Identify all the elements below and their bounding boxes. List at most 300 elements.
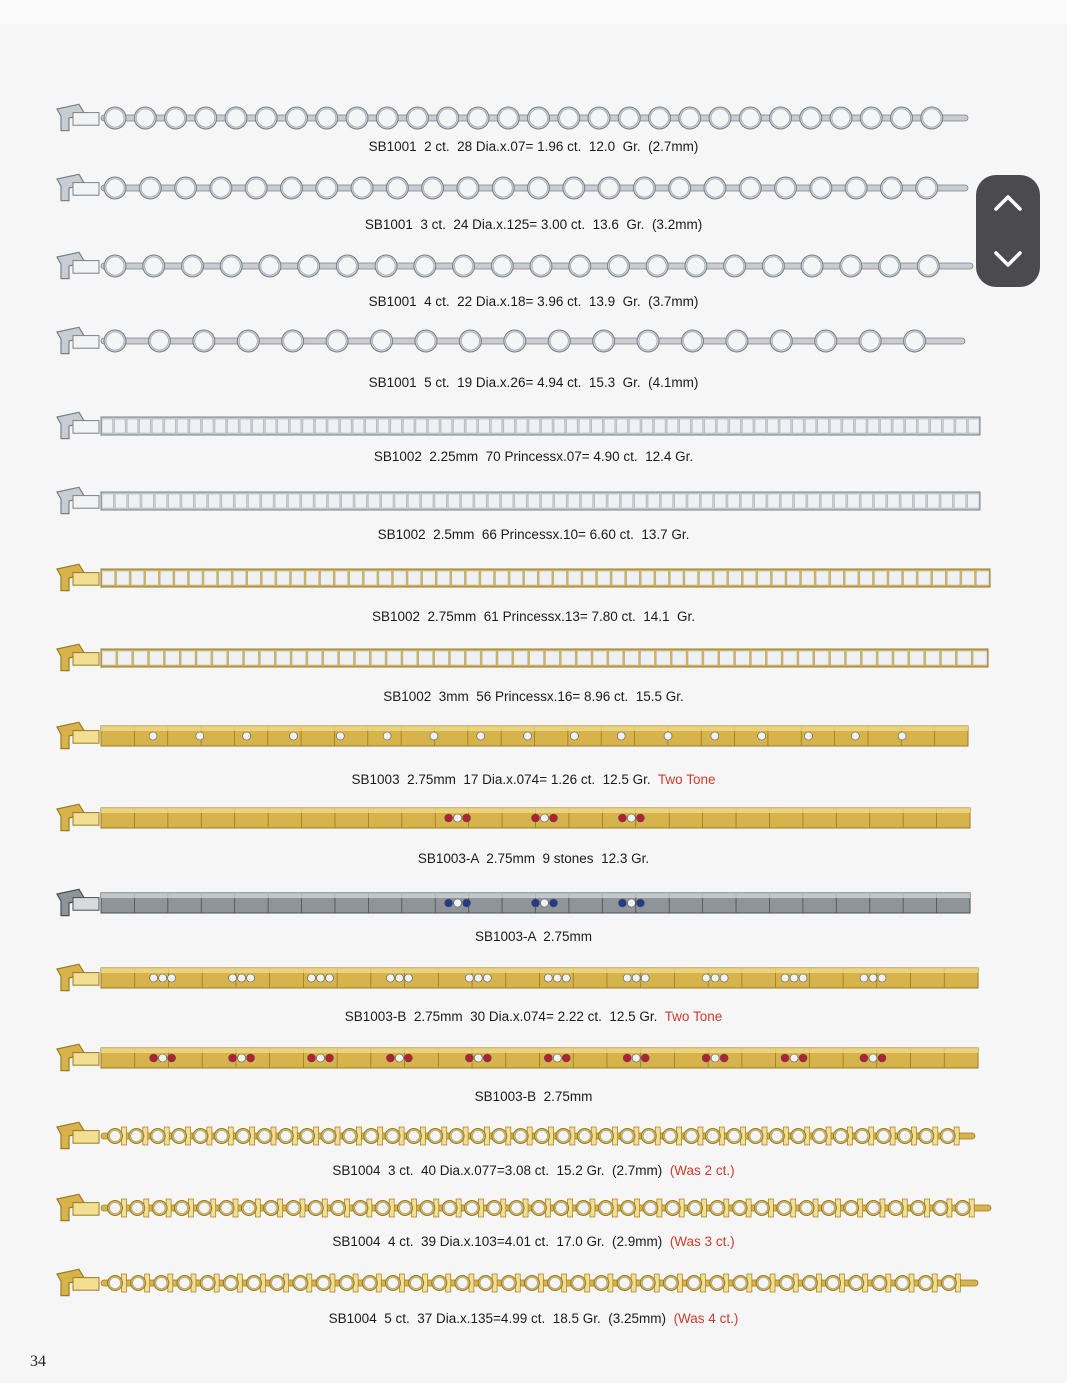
diamond-stone <box>550 332 568 350</box>
diamond-stone <box>642 1278 653 1289</box>
product-caption <box>0 1163 1067 1178</box>
diamond-stone <box>734 1203 745 1214</box>
diamond-stone <box>804 1278 815 1289</box>
princess-stone <box>625 651 639 665</box>
diamond-stone <box>455 257 473 275</box>
diamond-stone <box>152 1131 163 1142</box>
diamond-stone <box>590 109 608 127</box>
diamond-stone <box>257 109 275 127</box>
princess-stone <box>808 494 819 508</box>
princess-stone <box>878 651 892 665</box>
princess-stone <box>672 651 686 665</box>
diamond-stone <box>921 1131 932 1142</box>
gem-stone <box>524 732 532 740</box>
princess-stone <box>843 419 854 433</box>
product-caption <box>0 375 1067 390</box>
diamond-stone <box>280 1131 291 1142</box>
princess-stone <box>846 651 860 665</box>
product-spec: 3 ct. <box>387 1163 414 1178</box>
princess-stone <box>577 651 591 665</box>
diamond-stone <box>596 1278 607 1289</box>
diamond-stone <box>881 257 899 275</box>
product-caption <box>0 217 1067 232</box>
diamond-stone <box>136 109 154 127</box>
diamond-stone <box>639 332 657 350</box>
gem-stone <box>781 974 789 982</box>
diamond-stone <box>373 332 391 350</box>
princess-stone <box>831 651 845 665</box>
diamond-stone <box>106 109 124 127</box>
gem-stone <box>570 732 578 740</box>
gem-stone <box>483 1054 491 1062</box>
product-sku: SB1002 <box>371 609 420 624</box>
princess-stone <box>462 494 473 508</box>
diamond-stone <box>579 1131 590 1142</box>
product-sku: SB1003-A <box>474 929 536 944</box>
gem-stone <box>150 974 158 982</box>
princess-stone <box>448 494 459 508</box>
princess-stone <box>579 419 590 433</box>
diamond-stone <box>683 332 701 350</box>
diamond-stone <box>411 1278 422 1289</box>
product-caption <box>0 294 1067 309</box>
product-spec: 70 Princessx.07= 4.90 ct. <box>485 449 638 464</box>
princess-stone <box>368 494 379 508</box>
product-caption <box>0 1234 1067 1249</box>
diamond-stone <box>828 1278 839 1289</box>
diamond-stone <box>942 1131 953 1142</box>
gem-stone <box>325 974 333 982</box>
diamond-stone <box>772 332 790 350</box>
diamond-stone <box>288 109 306 127</box>
product-spec: 12.5 Gr. <box>609 1009 658 1024</box>
diamond-stone <box>424 179 442 197</box>
diamond-stone <box>711 109 729 127</box>
princess-stone <box>408 494 419 508</box>
princess-stone <box>860 571 873 585</box>
princess-stone <box>751 651 765 665</box>
princess-stone <box>931 419 942 433</box>
princess-stone <box>514 651 528 665</box>
gem-stone <box>404 1054 412 1062</box>
gem-stone <box>711 974 719 982</box>
princess-stone <box>670 571 683 585</box>
princess-stone <box>893 419 904 433</box>
product-spec: 2.75mm <box>543 1089 593 1104</box>
diamond-stone <box>110 1131 121 1142</box>
diamond-stone <box>750 1131 761 1142</box>
princess-stone <box>189 571 202 585</box>
princess-stone <box>730 419 741 433</box>
diamond-stone <box>333 1203 344 1214</box>
clasp-box <box>73 421 99 434</box>
gem-stone <box>636 814 644 822</box>
princess-stone <box>165 651 179 665</box>
diamond-stone <box>318 179 336 197</box>
princess-stone <box>491 419 502 433</box>
princess-stone <box>291 571 304 585</box>
diamond-stone <box>183 257 201 275</box>
diamond-stone <box>133 1278 144 1289</box>
diamond-stone <box>387 1131 398 1142</box>
princess-stone <box>403 419 414 433</box>
product-spec: 4 ct. <box>387 1234 414 1249</box>
diamond-stone <box>472 1131 483 1142</box>
princess-stone <box>150 651 164 665</box>
gem-stone <box>316 974 324 982</box>
product-spec: 2.75mm <box>427 609 477 624</box>
diamond-stone <box>851 1278 862 1289</box>
diamond-stone <box>741 109 759 127</box>
scroll-up-button[interactable] <box>976 175 1040 231</box>
princess-stone <box>906 419 917 433</box>
product-sku: SB1001 <box>368 375 417 390</box>
diamond-stone <box>735 1278 746 1289</box>
gem-stone <box>474 974 482 982</box>
princess-stone <box>475 494 486 508</box>
princess-stone <box>815 651 829 665</box>
diamond-stone <box>600 179 618 197</box>
diamond-stone <box>609 257 627 275</box>
gem-stone <box>386 1054 394 1062</box>
diamond-stone <box>651 109 669 127</box>
diamond-stone <box>216 1131 227 1142</box>
princess-stone <box>755 494 766 508</box>
diamond-stone <box>341 1278 352 1289</box>
princess-stone <box>324 651 338 665</box>
diamond-stone <box>868 1203 879 1214</box>
diamond-stone <box>758 1278 769 1289</box>
princess-stone <box>583 571 596 585</box>
princess-stone <box>542 494 553 508</box>
princess-stone <box>308 651 322 665</box>
gem-stone <box>159 974 167 982</box>
princess-stone <box>315 494 326 508</box>
diamond-stone <box>817 332 835 350</box>
gem-stone <box>149 732 157 740</box>
clasp-box <box>73 1131 99 1144</box>
princess-stone <box>943 419 954 433</box>
product-sku: SB1004 <box>332 1234 381 1249</box>
product-caption <box>0 449 1067 464</box>
product-caption <box>0 609 1067 624</box>
princess-stone <box>498 651 512 665</box>
product-spec: 24 Dia.x.125= 3.00 ct. <box>453 217 586 232</box>
princess-stone <box>169 494 180 508</box>
princess-stone <box>667 419 678 433</box>
diamond-stone <box>620 109 638 127</box>
diamond-stone <box>686 1131 697 1142</box>
product-spec: 5 ct. <box>424 375 450 390</box>
diamond-stone <box>578 1203 589 1214</box>
gem-stone <box>544 974 552 982</box>
diamond-stone <box>272 1278 283 1289</box>
diamond-stone <box>665 1278 676 1289</box>
gem-stone <box>150 1054 158 1062</box>
princess-stone <box>479 419 490 433</box>
princess-stone <box>328 419 339 433</box>
diamond-stone <box>132 1203 143 1214</box>
princess-stone <box>516 419 527 433</box>
diamond-stone <box>493 257 511 275</box>
princess-stone <box>962 571 975 585</box>
gem-stone <box>474 1054 482 1062</box>
princess-stone <box>260 651 274 665</box>
diamond-stone <box>377 1203 388 1214</box>
princess-stone <box>265 419 276 433</box>
gem-stone <box>869 974 877 982</box>
princess-stone <box>131 571 144 585</box>
diamond-stone <box>179 1278 190 1289</box>
princess-stone <box>117 571 130 585</box>
diamond-stone <box>601 1131 612 1142</box>
gem-stone <box>454 899 462 907</box>
diamond-stone <box>506 332 524 350</box>
diamond-stone <box>935 1203 946 1214</box>
princess-stone <box>262 494 273 508</box>
product-spec: 15.5 Gr. <box>635 689 684 704</box>
product-spec: 15.3 Gr. <box>588 375 641 390</box>
princess-stone <box>253 419 264 433</box>
princess-stone <box>482 651 496 665</box>
princess-stone <box>127 419 138 433</box>
princess-stone <box>568 494 579 508</box>
gem-stone <box>395 1054 403 1062</box>
product-sku: SB1003 <box>351 772 400 787</box>
princess-stone <box>115 494 126 508</box>
diamond-stone <box>526 1278 537 1289</box>
diamond-stone <box>503 1278 514 1289</box>
product-caption <box>0 1009 1067 1024</box>
gem-stone <box>247 1054 255 1062</box>
diamond-stone <box>643 1131 654 1142</box>
diamond-stone <box>558 1131 569 1142</box>
gem-stone <box>383 732 391 740</box>
bracelet-image <box>55 1040 990 1076</box>
diamond-stone <box>489 1203 500 1214</box>
clasp-box <box>73 1203 99 1216</box>
princess-stone <box>528 494 539 508</box>
diamond-stone <box>154 1203 165 1214</box>
gem-stone <box>869 1054 877 1062</box>
princess-stone <box>423 571 436 585</box>
princess-stone <box>816 571 829 585</box>
diamond-stone <box>923 109 941 127</box>
princess-stone <box>714 571 727 585</box>
diamond-stone <box>439 109 457 127</box>
princess-stone <box>795 494 806 508</box>
diamond-stone <box>466 1203 477 1214</box>
diamond-stone <box>893 109 911 127</box>
diamond-stone <box>707 1131 718 1142</box>
product-spec: 12.5 Gr. <box>602 772 651 787</box>
gem-stone <box>247 974 255 982</box>
princess-stone <box>918 419 929 433</box>
clasp-box <box>73 573 99 586</box>
diamond-stone <box>803 257 821 275</box>
princess-stone <box>799 651 813 665</box>
princess-stone <box>692 419 703 433</box>
princess-stone <box>276 651 290 665</box>
diamond-stone <box>177 179 195 197</box>
princess-stone <box>655 419 666 433</box>
princess-stone <box>780 419 791 433</box>
scroll-down-button[interactable] <box>976 231 1040 287</box>
diamond-stone <box>835 1131 846 1142</box>
clasp-box <box>73 898 99 911</box>
diamond-stone <box>793 1131 804 1142</box>
diamond-stone <box>645 1203 656 1214</box>
princess-stone <box>848 494 859 508</box>
gem-stone <box>325 1054 333 1062</box>
diamond-stone <box>261 257 279 275</box>
diamond-stone <box>681 109 699 127</box>
princess-stone <box>529 419 540 433</box>
princess-stone <box>918 571 931 585</box>
diamond-stone <box>919 257 937 275</box>
diamond-stone <box>318 1278 329 1289</box>
diamond-stone <box>225 1278 236 1289</box>
product-note: (Was 2 ct.) <box>669 1163 735 1178</box>
bracelet-image <box>55 885 982 921</box>
princess-stone <box>182 494 193 508</box>
princess-stone <box>941 651 955 665</box>
diamond-stone <box>832 109 850 127</box>
gem-stone <box>307 974 315 982</box>
princess-stone <box>868 419 879 433</box>
gem-stone <box>168 974 176 982</box>
gem-stone <box>851 732 859 740</box>
princess-stone <box>845 571 858 585</box>
diamond-stone <box>434 1278 445 1289</box>
bracelet-image <box>55 1190 1003 1226</box>
diamond-stone <box>197 109 215 127</box>
princess-stone <box>736 651 750 665</box>
princess-stone <box>292 651 306 665</box>
princess-stone <box>675 494 686 508</box>
gem-stone <box>627 814 635 822</box>
princess-stone <box>422 494 433 508</box>
diamond-stone <box>459 179 477 197</box>
diamond-stone <box>515 1131 526 1142</box>
princess-stone <box>768 494 779 508</box>
diamond-stone <box>920 1278 931 1289</box>
gem-stone <box>445 814 453 822</box>
diamond-stone <box>202 1278 213 1289</box>
gem-stone <box>790 974 798 982</box>
diamond-stone <box>366 1131 377 1142</box>
product-spec: 2.75mm <box>486 851 535 866</box>
diamond-stone <box>212 179 230 197</box>
diamond-stone <box>882 179 900 197</box>
diamond-stone <box>145 257 163 275</box>
product-sku: SB1003-B <box>344 1009 407 1024</box>
gem-stone <box>711 732 719 740</box>
diamond-stone <box>533 1203 544 1214</box>
princess-stone <box>129 494 140 508</box>
bar-highlight <box>101 893 970 898</box>
princess-stone <box>947 571 960 585</box>
gem-stone <box>196 732 204 740</box>
princess-stone <box>627 571 640 585</box>
princess-stone <box>604 419 615 433</box>
gem-stone <box>804 732 812 740</box>
diamond-stone <box>623 1203 634 1214</box>
gem-stone <box>532 899 540 907</box>
princess-stone <box>353 419 364 433</box>
product-caption <box>0 527 1067 542</box>
diamond-stone <box>417 332 435 350</box>
product-caption <box>0 139 1067 154</box>
product-spec: 9 stones <box>542 851 594 866</box>
product-note: (Was 4 ct.) <box>673 1311 739 1326</box>
diamond-stone <box>344 1131 355 1142</box>
princess-stone <box>102 494 113 508</box>
princess-stone <box>685 571 698 585</box>
princess-stone <box>861 494 872 508</box>
diamond-stone <box>110 1203 121 1214</box>
princess-stone <box>222 494 233 508</box>
gem-stone <box>562 1054 570 1062</box>
diamond-stone <box>571 257 589 275</box>
princess-stone <box>567 419 578 433</box>
princess-stone <box>742 419 753 433</box>
princess-stone <box>830 419 841 433</box>
product-spec: 18.5 Gr. <box>552 1311 601 1326</box>
diamond-stone <box>781 1278 792 1289</box>
princess-stone <box>617 419 628 433</box>
product-spec: 19 Dia.x.26= 4.94 ct. <box>457 375 582 390</box>
product-sku: SB1002 <box>373 449 422 464</box>
diamond-stone <box>259 1131 270 1142</box>
princess-stone <box>408 571 421 585</box>
princess-stone <box>262 571 275 585</box>
princess-stone <box>466 651 480 665</box>
princess-stone <box>862 651 876 665</box>
princess-stone <box>656 651 670 665</box>
diamond-stone <box>726 257 744 275</box>
princess-stone <box>209 494 220 508</box>
princess-stone <box>914 494 925 508</box>
diamond-stone <box>408 1131 419 1142</box>
princess-stone <box>700 571 713 585</box>
clasp-box <box>73 336 99 349</box>
diamond-stone <box>772 109 790 127</box>
product-spec: 12.4 Gr. <box>645 449 694 464</box>
product-spec: 4 ct. <box>424 294 450 309</box>
diamond-stone <box>812 179 830 197</box>
diamond-stone <box>499 109 517 127</box>
princess-stone <box>741 494 752 508</box>
diamond-stone <box>310 1203 321 1214</box>
gem-stone <box>623 1054 631 1062</box>
bracelet-image <box>55 718 980 754</box>
diamond-stone <box>635 179 653 197</box>
product-spec: 37 Dia.x.135=4.99 ct. <box>417 1311 546 1326</box>
diamond-stone <box>689 1278 700 1289</box>
diamond-stone <box>918 179 936 197</box>
princess-stone <box>855 419 866 433</box>
diamond-stone <box>741 179 759 197</box>
gem-stone <box>541 899 549 907</box>
princess-stone <box>277 571 290 585</box>
diamond-stone <box>814 1131 825 1142</box>
diamond-stone <box>469 109 487 127</box>
princess-stone <box>642 419 653 433</box>
gem-stone <box>307 1054 315 1062</box>
princess-stone <box>134 651 148 665</box>
gem-stone <box>790 1054 798 1062</box>
